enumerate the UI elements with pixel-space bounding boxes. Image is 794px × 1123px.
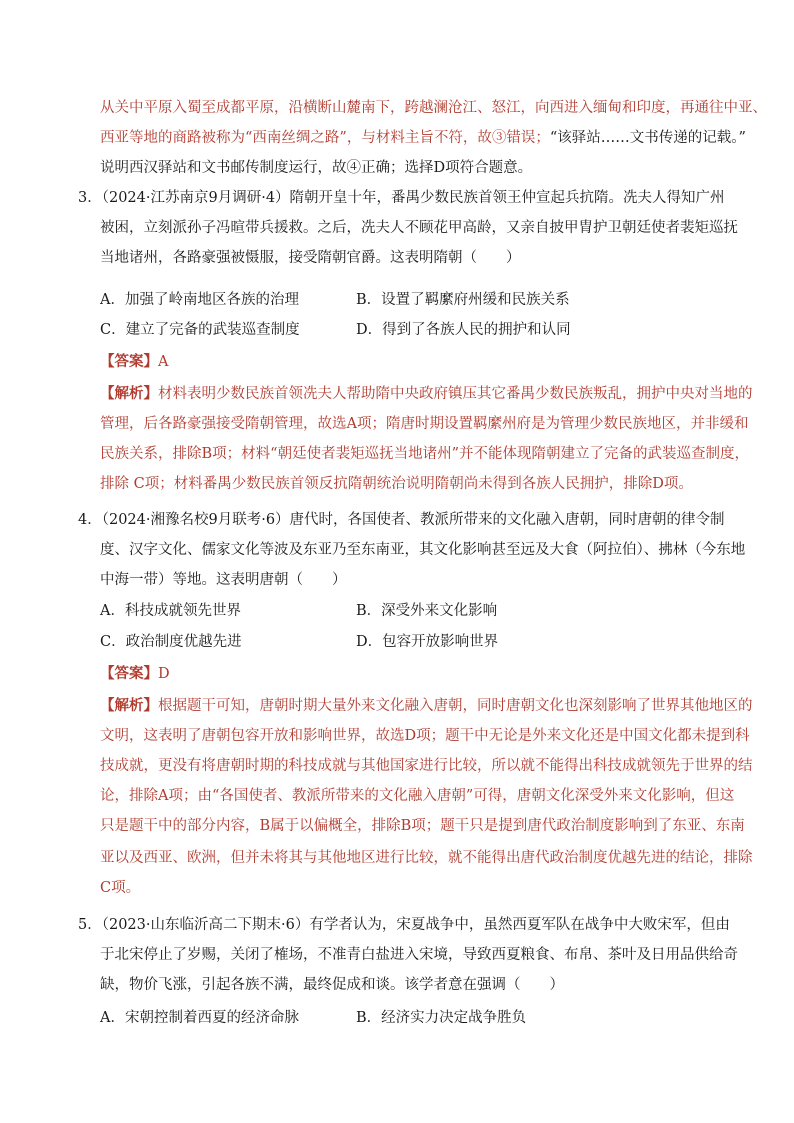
q5-stem-3: 缺，物价飞涨，引起各族不满，最终促成和谈。该学者意在强调（ ） <box>100 977 564 993</box>
q4-analysis-text-1: 根据题干可知，唐朝时期大量外来文化融入唐朝，同时唐朝文化也深刻影响了世界其他地区的 <box>158 698 753 714</box>
q3-stem-3: 当地诸州，各路豪强被慑服，接受隋朝官爵。这表明隋朝（ ） <box>100 250 521 266</box>
q3-option-c: C．建立了完备的武装巡查制度 <box>100 322 300 338</box>
q3-analysis-4: 排除 C项；材料番禺少数民族首领反抗隋朝统治说明隋朝尚未得到各族人民拥护，排除D项。 <box>100 476 693 492</box>
q3-option-a: A．加强了岭南地区各族的治理 <box>100 292 299 308</box>
q4-analysis-3: 技成就，更没有将唐朝时期的科技成就与其他国家进行比较，所以就不能得出科技成就领先于世界的结 <box>100 758 753 774</box>
q3-analysis-3 <box>100 444 749 464</box>
q4-stem-3: 中海一带）等地。这表明唐朝（ ） <box>100 572 347 588</box>
q3-stem-1: 3．（2024·江苏南京9月调研·4）隋朝开皇十年，番禺少数民族首领王仲宣起兵抗隋。冼夫人得知广州 <box>78 190 725 206</box>
q4-answer-value: D <box>158 666 170 682</box>
q3-stem-2: 被困，立刻派孙子冯暄带兵援救。之后，冼夫人不顾花甲高龄，又亲自披甲胄护卫朝廷使者裴矩巡抚 <box>100 220 738 236</box>
q4-analysis-1 <box>100 696 753 716</box>
q3-answer-tag: 【答案】 <box>100 353 158 370</box>
q3-analysis-3-quote: “朝廷使者裴矩巡抚当地诸州” <box>270 446 459 462</box>
q5-option-b: B．经济实力决定战争胜负 <box>356 1010 527 1026</box>
q3-answer <box>100 352 720 372</box>
q5-option-a: A．宋朝控制着西夏的经济命脉 <box>100 1010 299 1026</box>
q3-analysis-2: 管理，后各路豪强接受隋朝管理，故选A项；隋唐时期设置羁縻州府是为管理少数民族地区，并非缓和 <box>100 416 749 432</box>
q4-option-d: D．包容开放影响世界 <box>356 634 499 650</box>
q4-option-b: B．深受外来文化影响 <box>356 603 498 619</box>
q3-analysis-3c: 并不能体现隋朝建立了完备的武装巡查制度， <box>458 446 749 462</box>
q4-analysis-7: C项。 <box>100 880 141 896</box>
q4-option-a: A．科技成就领先世界 <box>100 603 241 619</box>
q4-analysis-6: 亚以及西亚、欧洲，但并未将其与其他地区进行比较，就不能得出唐代政治制度优越先进的结论，排除 <box>100 850 753 866</box>
q4-stem-1: 4．（2024·湘豫名校9月联考·6）唐代时，各国使者、教派所带来的文化融入唐朝，同时唐朝的律令制 <box>78 512 725 528</box>
q3-analysis-tag: 【解析】 <box>100 385 158 402</box>
q3-analysis-1 <box>100 384 753 404</box>
intro-line-2-text: 西亚等地的商路被称为“西南丝绸之路”，与材料主旨不符，故③错误； <box>100 130 550 146</box>
q3-option-d: D．得到了各族人民的拥护和认同 <box>356 322 571 338</box>
q5-stem-1: 5．（2023·山东临沂高二下期末·6）有学者认为，宋夏战争中，虽然西夏军队在战争中大败宋军，但由 <box>78 917 730 933</box>
q4-analysis-2: 文明，这表明了唐朝包容开放和影响世界，故选D项；题干中无论是外来文化还是中国文化都未提到科 <box>100 728 750 744</box>
q4-analysis-tag: 【解析】 <box>100 697 158 714</box>
q3-answer-value: A <box>158 354 169 370</box>
q4-analysis-5: 只是题干中的部分内容，B属于以偏概全，排除B项；题干只是提到唐代政治制度影响到了东亚、东南 <box>100 818 745 834</box>
q3-analysis-3a: 民族关系，排除B项；材料 <box>100 446 271 462</box>
q5-stem-2: 于北宋停止了岁赐，关闭了榷场，不准青白盐进入宋境，导致西夏粮食、布帛、茶叶及日用品供给奇 <box>100 947 738 963</box>
intro-line-3: 说明西汉驿站和文书邮传制度运行，故④正确；选择D项符合题意。 <box>100 160 533 176</box>
q4-answer-tag: 【答案】 <box>100 665 158 682</box>
q4-stem-2: 度、汉字文化、儒家文化等波及东亚乃至东南亚，其文化影响甚至远及大食（阿拉伯）、拂林（今东地 <box>100 542 746 558</box>
intro-line-2 <box>100 128 746 148</box>
q3-option-b: B．设置了羁縻府州缓和民族关系 <box>356 292 570 308</box>
intro-line-2-quote: “该驿站……文书传递的记载。” <box>549 130 746 146</box>
intro-line-1: 从关中平原入蜀至成都平原，沿横断山麓南下，跨越澜沧江、怒江，向西进入缅甸和印度，再通往中亚、 <box>100 100 767 116</box>
q4-answer <box>100 664 720 684</box>
q3-analysis-text-1: 材料表明少数民族首领冼夫人帮助隋中央政府镇压其它番禺少数民族叛乱，拥护中央对当地的 <box>158 386 753 402</box>
q4-option-c: C．政治制度优越先进 <box>100 634 242 650</box>
q4-analysis-4: 论，排除A项；由“各国使者、教派所带来的文化融入唐朝”可得，唐朝文化深受外来文化影响，但这 <box>100 788 735 804</box>
